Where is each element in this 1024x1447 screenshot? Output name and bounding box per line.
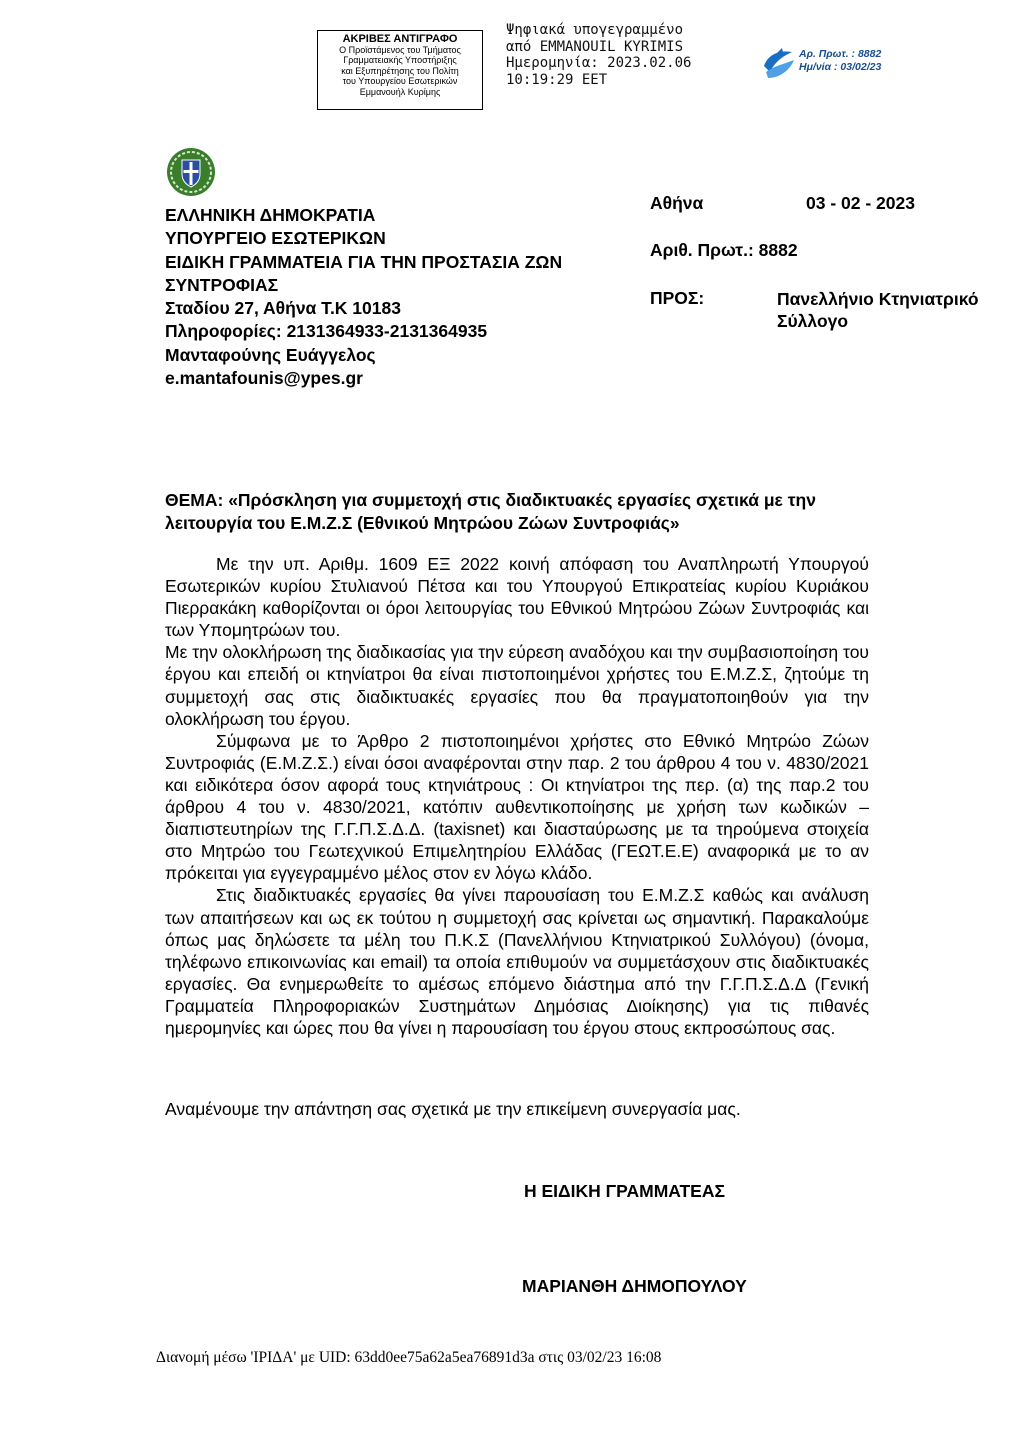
stamp-title: ΑΚΡΙΒΕΣ ΑΝΤΙΓΡΑΦΟ [342,33,458,45]
protocol-number: Αριθ. Πρωτ.: 8882 [650,240,798,260]
protocol-stamp-number: Αρ. Πρωτ. : 8882 [799,48,882,60]
document-date: 03 - 02 - 2023 [806,193,915,213]
recipient-label: ΠΡΟΣ: [650,288,705,308]
digital-signature-line: Ημερομηνία: 2023.02.06 [506,55,692,71]
place-label: Αθήνα [650,193,704,213]
iris-logo-icon [760,46,798,82]
body-paragraph: Στις διαδικτυακές εργασίες θα γίνει παρουσίαση του Ε.Μ.Ζ.Σ καθώς και ανάλυση των απαιτήσεων και ως εκ τούτου η συμμετοχή σας κρίνεται ως σημαντική. Παρακαλούμε όπως μας δηλώσετε τα μέλη του Π.Κ.Σ (Πανελλήνιου Κτηνιατρικού Συλλόγου) (όνομα, τηλέφωνο επικοινωνίας και email) τα οποία επιθυμούν να συμμετάσχουν στις διαδικτυακές εργασίες. Θα ενημερωθείτε το αμέσως επόμενο διάστημα από την Γ.Γ.Π.Σ.Δ.Δ (Γενική Γραμματεία Πληροφοριακών Συστημάτων Δημόσιας Διοίκησης) για τις πιθανές ημερομηνίες και ώρες που θα γίνει η παρουσίαση του έργου στους εκπροσώπους σας. [165,885,869,1038]
sender-line: ΥΠΟΥΡΓΕΙΟ ΕΣΩΤΕΡΙΚΩΝ [165,228,386,249]
stamp-line: του Υπουργείου Εσωτερικών [342,76,458,87]
sender-line: Σταδίου 27, Αθήνα Τ.Κ 10183 [165,298,401,319]
digital-signature [506,22,756,88]
sender-block [165,204,635,390]
signatory-name: ΜΑΡΙΑΝΘΗ ΔΗΜΟΠΟΥΛΟΥ [522,1276,747,1296]
digital-signature-line: 10:19:29 EET [506,71,608,88]
subject-line: ΘΕΜΑ: «Πρόσκληση για συμμετοχή στις διαδικτυακές εργασίες σχετικά με την λειτουργία του Ε.Μ.Ζ.Σ (Εθνικού Μητρώου Ζώων Συντροφιάς» [165,490,816,533]
digital-signature-line: Ψηφιακά υπογεγραμμένο [506,22,684,38]
certified-copy-stamp [317,30,483,110]
body-paragraph: Σύμφωνα με το Άρθρο 2 πιστοποιημένοι χρήστες στο Εθνικό Μητρώο Ζώων Συντροφιάς (Ε.Μ.Ζ.Σ.) είναι όσοι αναφέρονται στην παρ. 2 του άρθρου 4 του ν. 4830/2021 και ειδικότερα όσον αφορά τους κτηνιάτρους : Οι κτηνίατροι της περ. (α) της παρ.2 του άρθρου 4 του ν. 4830/2021, κατόπιν αυθεντικοποίησης με χρήση των κωδικών – διαπιστευτηρίων της Γ.Γ.Π.Σ.Δ.Δ. (taxisnet) και διασταύρωσης με τα τηρούμενα στοιχεία στο Μητρώο του Γεωτεχνικού Επιμελητηρίου Ελλάδας (ΓΕΩΤ.Ε.Ε) αναφορικά με το αν πρόκειται για εγγεγραμμένο μέλος στον εν λόγω κλάδο. [165,730,869,884]
sender-line: Μανταφούνης Ευάγγελος [165,344,376,365]
recipient-name: Πανελλήνιο Κτηνιατρικό Σύλλογο [777,289,979,331]
sender-line: ΕΙΔΙΚΗ ΓΡΑΜΜΑΤΕΙΑ ΓΙΑ ΤΗΝ ΠΡΟΣΤΑΣΙΑ ΖΩΝ ΣΥΝΤΡΟΦΙΑΣ [165,251,563,295]
body-paragraph: Με την υπ. Αριθμ. 1609 ΕΞ 2022 κοινή απόφαση του Αναπληρωτή Υπουργού Εσωτερικών κυρίου Στυλιανού Πέτσα και του Υπουργού Επικρατείας κυρίου Κυριάκου Πιερρακάκη καθορίζονται οι όροι λειτουργίας του Εθνικού Μητρώου Ζώων Συντροφιάς και των Υπομητρώων του. [165,554,869,641]
sender-line: Πληροφορίες: 2131364933-2131364935 [165,321,488,342]
digital-signature-line: από EMMANOUIL KYRIMIS [506,38,684,55]
hellenic-republic-emblem-icon [165,146,217,198]
stamp-line: Γραμματειακής Υποστήριξης [343,55,457,66]
signatory-title: Η ΕΙΔΙΚΗ ΓΡΑΜΜΑΤΕΑΣ [524,1181,725,1201]
body-paragraph: Με την ολοκλήρωση της διαδικασίας για την εύρεση αναδόχου και την συμβασιοποίηση του έργου και επειδή οι κτηνίατροι θα είναι πιστοποιημένοι χρήστες του Ε.Μ.Ζ.Σ, ζητούμε τη συμμετοχή σας στις διαδικτυακές εργασίες που θα πραγματοποιηθούν για την ολοκλήρωση του έργου. [165,642,869,729]
letter-body [165,553,869,1039]
stamp-line: Εμμανουήλ Κυρίμης [359,86,441,97]
stamp-line: και Εξυπηρέτησης του Πολίτη [341,65,459,76]
closing-sentence: Αναμένουμε την απάντηση σας σχετικά με την επικείμενη συνεργασία μας. [165,1099,741,1119]
protocol-stamp [799,48,881,74]
protocol-stamp-date: Ημ/νία : 03/02/23 [799,61,882,73]
sender-email: e.mantafounis@ypes.gr [165,368,363,389]
distribution-footer: Διανομή μέσω 'ΙΡΙΔΑ' με UID: 63dd0ee75a62a5ea76891d3a στις 03/02/23 16:08 [156,1349,662,1366]
stamp-line: Ο Προϊστάμενος του Τμήματος [339,44,461,55]
sender-line: ΕΛΛΗΝΙΚΗ ΔΗΜΟΚΡΑΤΙΑ [165,205,376,225]
